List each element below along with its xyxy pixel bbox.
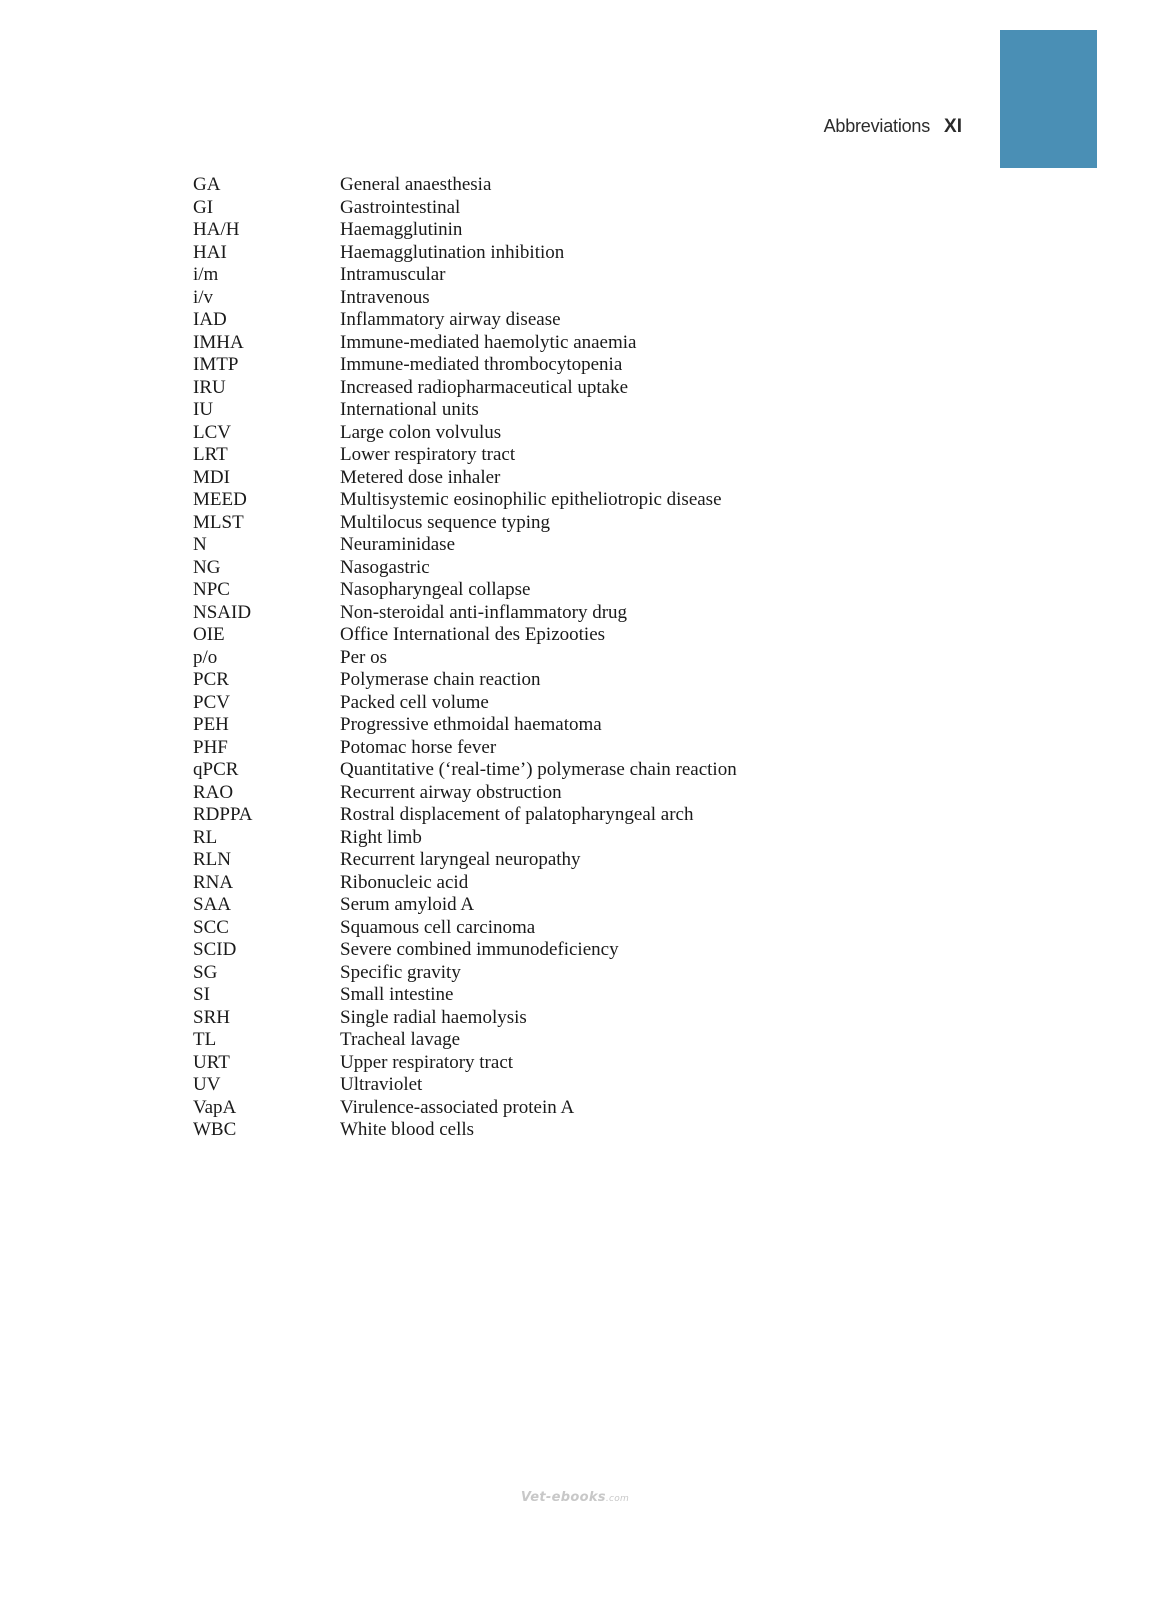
abbreviation-definition: Severe combined immunodeficiency: [340, 939, 619, 960]
abbreviation-term: GA: [193, 174, 221, 195]
abbreviation-definition: General anaesthesia: [340, 174, 492, 195]
watermark-suffix: .com: [605, 1494, 630, 1504]
abbreviation-row: [193, 174, 953, 197]
abbreviation-definition: Lower respiratory tract: [340, 444, 516, 465]
abbreviation-definition: Inflammatory airway disease: [340, 309, 561, 330]
abbreviation-term: RLN: [193, 849, 231, 870]
abbreviation-term: p/o: [193, 646, 218, 668]
abbreviation-definition: Haemagglutination inhibition: [340, 241, 565, 263]
abbreviation-row: [193, 489, 953, 512]
abbreviation-definition: Intravenous: [340, 286, 430, 308]
abbreviation-definition: Non-steroidal anti-inflammatory drug: [340, 601, 628, 623]
abbreviation-row: [193, 377, 953, 400]
abbreviation-term: SCC: [193, 916, 229, 938]
abbreviation-row: [193, 242, 953, 265]
abbreviation-term: MEED: [193, 489, 247, 510]
abbreviation-term: N: [193, 534, 207, 555]
running-header: [824, 116, 962, 138]
abbreviation-definition: Squamous cell carcinoma: [340, 916, 536, 938]
abbreviation-definition: Increased radiopharmaceutical uptake: [340, 376, 629, 398]
abbreviation-definition: Immune-mediated haemolytic anaemia: [340, 331, 637, 353]
abbreviation-definition: Immune-mediated thrombocytopenia: [340, 354, 623, 375]
abbreviation-row: [193, 399, 953, 422]
abbreviation-definition: Recurrent airway obstruction: [340, 781, 562, 803]
abbreviation-row: [193, 827, 953, 850]
abbreviation-definition: Right limb: [340, 826, 422, 848]
abbreviation-definition: Virulence-associated protein A: [340, 1096, 575, 1118]
abbreviation-definition: Polymerase chain reaction: [340, 669, 541, 690]
abbreviation-row: [193, 264, 953, 287]
abbreviation-row: [193, 219, 953, 242]
abbreviation-row: [193, 557, 953, 580]
abbreviation-term: VapA: [193, 1096, 237, 1118]
abbreviation-row: [193, 1074, 953, 1097]
abbreviation-definition: Multilocus sequence typing: [340, 511, 551, 533]
abbreviation-list: [193, 174, 953, 1142]
abbreviation-term: UV: [193, 1074, 221, 1095]
abbreviation-definition: Specific gravity: [340, 961, 461, 983]
abbreviation-term: SRH: [193, 1006, 230, 1028]
abbreviation-row: [193, 534, 953, 557]
abbreviation-definition: Neuraminidase: [340, 534, 456, 555]
abbreviation-row: [193, 309, 953, 332]
abbreviation-row: [193, 197, 953, 220]
abbreviation-term: HAI: [193, 241, 227, 263]
abbreviation-row: [193, 692, 953, 715]
abbreviation-row: [193, 804, 953, 827]
section-title: Abbreviations: [823, 116, 931, 136]
abbreviation-row: [193, 422, 953, 445]
abbreviation-definition: Recurrent laryngeal neuropathy: [340, 849, 581, 870]
abbreviation-term: SAA: [193, 894, 232, 915]
abbreviation-term: TL: [193, 1029, 217, 1050]
page-number: XI: [944, 116, 962, 137]
abbreviation-term: SI: [193, 984, 210, 1005]
abbreviation-term: MLST: [193, 511, 244, 533]
abbreviation-definition: International units: [340, 399, 479, 420]
abbreviation-row: [193, 1119, 953, 1142]
abbreviation-definition: Potomac horse fever: [340, 736, 497, 758]
abbreviation-row: [193, 467, 953, 490]
abbreviation-row: [193, 1029, 953, 1052]
abbreviation-term: MDI: [193, 466, 230, 488]
abbreviation-row: [193, 647, 953, 670]
abbreviation-row: [193, 444, 953, 467]
abbreviation-definition: Haemagglutinin: [340, 219, 463, 240]
abbreviation-term: IAD: [193, 309, 227, 330]
abbreviation-row: [193, 782, 953, 805]
abbreviation-definition: Nasopharyngeal collapse: [340, 579, 531, 600]
abbreviation-term: IMHA: [193, 331, 244, 353]
abbreviation-term: PEH: [193, 714, 229, 735]
abbreviation-row: [193, 939, 953, 962]
abbreviation-row: [193, 354, 953, 377]
abbreviation-definition: Quantitative (‘real-time’) polymerase chain reaction: [340, 759, 737, 780]
abbreviation-definition: White blood cells: [340, 1119, 475, 1140]
abbreviation-definition: Packed cell volume: [340, 691, 489, 713]
abbreviation-term: PHF: [193, 736, 228, 758]
abbreviation-definition: Ribonucleic acid: [340, 871, 469, 893]
abbreviation-row: [193, 894, 953, 917]
abbreviation-term: PCR: [193, 669, 229, 690]
abbreviation-row: [193, 962, 953, 985]
abbreviation-definition: Tracheal lavage: [340, 1029, 461, 1050]
abbreviation-definition: Office International des Epizooties: [340, 624, 606, 645]
abbreviation-definition: Ultraviolet: [340, 1074, 423, 1095]
abbreviation-term: SG: [193, 961, 218, 983]
abbreviation-term: RAO: [193, 781, 234, 803]
abbreviation-term: OIE: [193, 624, 225, 645]
watermark-logo: [0, 1490, 1150, 1505]
abbreviation-row: [193, 579, 953, 602]
abbreviation-definition: Intramuscular: [340, 264, 446, 285]
abbreviation-row: [193, 602, 953, 625]
abbreviation-definition: Single radial haemolysis: [340, 1006, 527, 1028]
abbreviation-term: NPC: [193, 579, 230, 600]
abbreviation-definition: Rostral displacement of palatopharyngeal arch: [340, 804, 694, 825]
abbreviation-definition: Upper respiratory tract: [340, 1051, 514, 1073]
abbreviation-row: [193, 984, 953, 1007]
abbreviation-row: [193, 917, 953, 940]
watermark-name: Vet-ebooks: [520, 1490, 606, 1505]
abbreviation-row: [193, 1007, 953, 1030]
abbreviation-row: [193, 512, 953, 535]
abbreviation-definition: Progressive ethmoidal haematoma: [340, 714, 602, 735]
abbreviation-term: RDPPA: [193, 804, 253, 825]
abbreviation-definition: Serum amyloid A: [340, 894, 475, 915]
abbreviation-definition: Nasogastric: [340, 556, 430, 578]
abbreviation-term: LRT: [193, 444, 228, 465]
abbreviation-term: SCID: [193, 939, 237, 960]
abbreviation-row: [193, 849, 953, 872]
abbreviation-row: [193, 1052, 953, 1075]
abbreviation-definition: Metered dose inhaler: [340, 466, 501, 488]
abbreviation-row: [193, 759, 953, 782]
abbreviation-definition: Large colon volvulus: [340, 421, 502, 443]
abbreviation-term: i/v: [193, 286, 214, 308]
abbreviation-row: [193, 714, 953, 737]
abbreviation-term: qPCR: [193, 759, 239, 780]
chapter-tab-block: [1000, 30, 1097, 168]
abbreviation-row: [193, 1097, 953, 1120]
abbreviation-term: i/m: [193, 264, 219, 285]
abbreviation-term: PCV: [193, 691, 230, 713]
abbreviation-term: IU: [193, 399, 214, 420]
abbreviation-term: HA/H: [193, 219, 240, 240]
abbreviation-term: IMTP: [193, 354, 239, 375]
abbreviation-term: URT: [193, 1051, 230, 1073]
abbreviation-row: [193, 737, 953, 760]
abbreviation-definition: Gastrointestinal: [340, 196, 461, 218]
abbreviation-row: [193, 624, 953, 647]
abbreviation-term: NG: [193, 556, 221, 578]
abbreviation-term: RL: [193, 826, 218, 848]
abbreviation-definition: Per os: [340, 646, 387, 668]
abbreviation-row: [193, 287, 953, 310]
abbreviation-row: [193, 669, 953, 692]
abbreviation-definition: Small intestine: [340, 984, 454, 1005]
abbreviation-row: [193, 872, 953, 895]
abbreviation-row: [193, 332, 953, 355]
abbreviation-term: GI: [193, 196, 214, 218]
abbreviation-term: WBC: [193, 1119, 237, 1140]
abbreviation-term: LCV: [193, 421, 231, 443]
abbreviation-definition: Multisystemic eosinophilic epitheliotropic disease: [340, 489, 722, 510]
abbreviation-term: IRU: [193, 376, 226, 398]
abbreviation-term: RNA: [193, 871, 234, 893]
abbreviation-term: NSAID: [193, 601, 252, 623]
